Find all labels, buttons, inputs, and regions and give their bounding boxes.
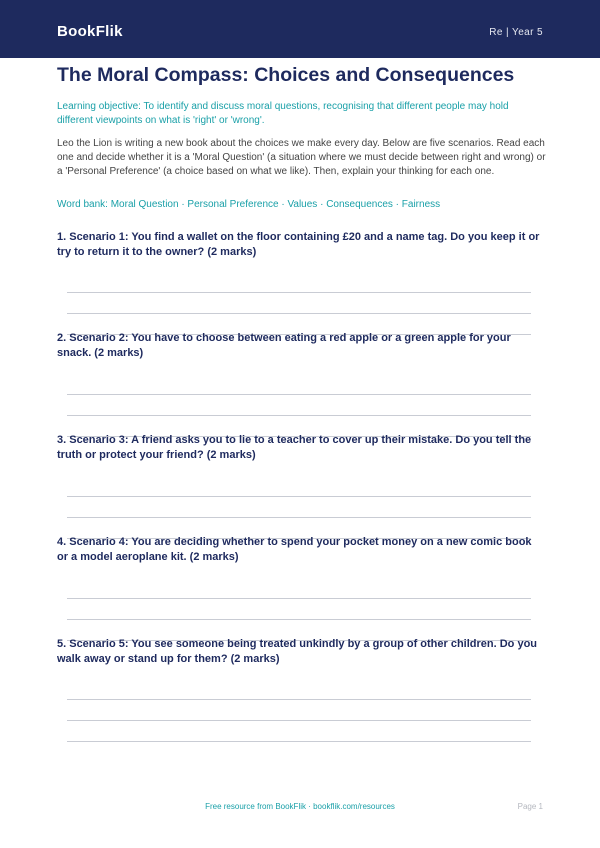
answer-line[interactable] xyxy=(67,292,531,293)
brand-logo-text: BookFlik xyxy=(57,23,123,40)
answer-line[interactable] xyxy=(67,699,531,700)
answer-line[interactable] xyxy=(67,394,531,395)
answer-line[interactable] xyxy=(67,598,531,599)
question-5: 5. Scenario 5: You see someone being treated unkindly by a group of other children. Do you walk away or stand up for them? (2 marks) xyxy=(57,638,538,665)
page-header xyxy=(0,0,600,58)
answer-line[interactable] xyxy=(67,741,531,742)
question-3: 3. Scenario 3: A friend asks you to lie to a teacher to cover up their mistake. Do you tell the truth or protect your friend? (2 marks) xyxy=(57,434,532,461)
question-4: 4. Scenario 4: You are deciding whether to spend your pocket money on a new comic book or a model aeroplane kit. (2 marks) xyxy=(57,536,532,563)
answer-line[interactable] xyxy=(67,496,531,497)
answer-line[interactable] xyxy=(67,517,531,518)
footer-resource-note: Free resource from BookFlik · bookflik.com/resources xyxy=(205,802,395,811)
subject-year-label: Re | Year 5 xyxy=(489,27,543,38)
answer-line[interactable] xyxy=(67,415,531,416)
answer-line[interactable] xyxy=(67,720,531,721)
question-2: 2. Scenario 2: You have to choose between eating a red apple or a green apple for your snack. (2 marks) xyxy=(57,332,511,359)
learning-objective: Learning objective: To identify and discuss moral questions, recognising that different people may hold different viewpoints on what is 'right' or 'wrong'. xyxy=(57,101,509,126)
page-number: Page 1 xyxy=(517,802,543,811)
answer-line[interactable] xyxy=(67,619,531,620)
word-bank: Word bank: Moral Question · Personal Preference · Values · Consequences · Fairness xyxy=(57,199,441,210)
intro-paragraph: Leo the Lion is writing a new book about the choices we make every day. Below are five scenarios. Read each one and decide whether it is a 'Moral Question' (a situation where we must decide between right and wrong) or a 'Personal Preference' (a choice based on what we like). Then, explain your thinking for each one. xyxy=(57,138,546,178)
question-1: 1. Scenario 1: You find a wallet on the floor containing £20 and a name tag. Do you keep it or try to return it to the owner? (2 marks) xyxy=(57,231,540,258)
worksheet-title: The Moral Compass: Choices and Consequences xyxy=(57,64,515,86)
answer-line[interactable] xyxy=(67,313,531,314)
